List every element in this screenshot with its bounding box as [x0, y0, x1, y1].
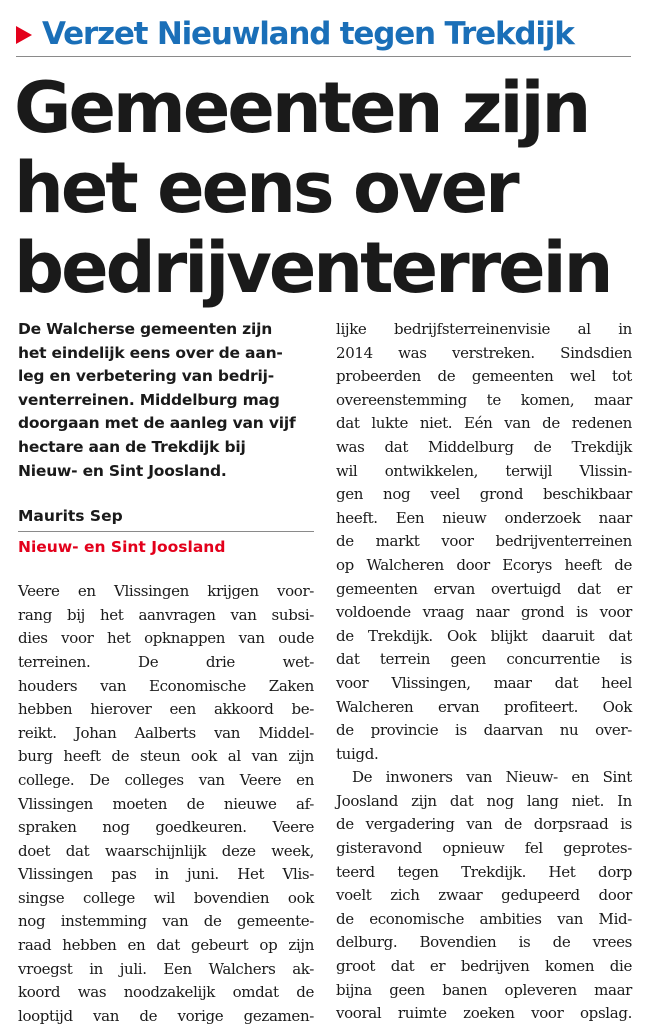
body-line: overeenstemming te komen, maar [336, 390, 632, 409]
intro-line: hectare aan de Trekdijk bij [18, 437, 246, 456]
body-line: koord was noodzakelijk omdat de [18, 983, 314, 1002]
body-line: voelt zich zwaar gedupeerd door [336, 886, 632, 905]
body-line: lijke bedrijfsterreinenvisie al in [336, 320, 632, 338]
body-line: rang bij het aanvragen van subsi- [18, 605, 314, 624]
headline-line: Gemeenten zijn [14, 67, 589, 149]
body-paragraph [18, 580, 314, 1028]
body-line: delburg. Bovendien is de vrees [336, 933, 632, 952]
body-line: teerd tegen Trekdijk. Het dorp [336, 862, 632, 881]
body-line: was dat Middelburg de Trekdijk [336, 437, 632, 456]
intro-line: doorgaan met de aanleg van vijf [18, 414, 296, 433]
body-line: 2014 was verstreken. Sindsdien [336, 343, 632, 362]
body-line: Vlissingen pas in juni. Het Vlis- [18, 865, 314, 884]
body-line: op Walcheren door Ecorys heeft de [336, 555, 632, 574]
body-line: vooral ruimte zoeken voor opslag. [336, 1004, 632, 1023]
body-line: burg heeft de steun ook al van zijn [18, 747, 314, 766]
body-line: nog instemming van de gemeente- [18, 912, 314, 931]
body-line: voor Vlissingen, maar dat heel [336, 673, 632, 692]
body-line: De inwoners van Nieuw- en Sint [352, 768, 632, 787]
body-line: terreinen. De drie wet- [18, 652, 314, 671]
body-line: voldoende vraag naar grond is voor [336, 603, 632, 622]
headline-line: bedrijventerrein [14, 227, 611, 309]
body-line: looptijd van de vorige gezamen- [18, 1006, 314, 1025]
body-line: doet dat waarschijnlijk deze week, [18, 841, 314, 860]
body-line: probeerden de gemeenten wel tot [336, 367, 632, 386]
body-line: Walcheren ervan profiteert. Ook [336, 697, 632, 716]
headline [14, 68, 634, 308]
body-line: de vergadering van de dorpsraad is [336, 815, 632, 834]
body-paragraph [336, 766, 632, 1026]
intro-line: het eindelijk eens over de aan- [18, 343, 283, 362]
intro-line: Nieuw- en Sint Joosland. [18, 461, 227, 480]
body-line: gen nog veel grond beschikbaar [336, 485, 632, 504]
body-line: de provincie is daarvan nu over- [336, 721, 632, 740]
body-line: Vlissingen moeten de nieuwe af- [18, 794, 314, 813]
body-line: tuigd. [336, 744, 379, 763]
intro-line: De Walcherse gemeenten zijn [18, 320, 273, 338]
arrow-icon [16, 26, 32, 44]
body-line: de economische ambities van Mid- [336, 909, 632, 928]
body-line: dat terrein geen concurrentie is [336, 650, 632, 669]
body-line: college. De colleges van Veere en [18, 770, 314, 789]
body-line: reikt. Johan Aalberts van Middel- [18, 723, 314, 742]
kicker-text: Verzet Nieuwland tegen Trekdijk [42, 16, 574, 52]
kicker-bar [16, 12, 631, 57]
body-line: singse college wil bovendien ook [18, 888, 314, 907]
dateline: Nieuw- en Sint Joosland [18, 538, 226, 557]
body-line: gisteravond opnieuw fel geprotes- [336, 839, 632, 858]
intro-line: venterreinen. Middelburg mag [18, 390, 280, 409]
column-left [18, 318, 314, 1028]
body-line: Joosland zijn dat nog lang niet. In [336, 791, 632, 810]
byline: Maurits Sep [18, 507, 314, 532]
headline-line: het eens over [14, 147, 517, 229]
body-line: spraken nog goedkeuren. Veere [18, 818, 314, 837]
body-line: de Trekdijk. Ook blijkt daaruit dat [336, 626, 632, 645]
body-line: raad hebben en dat gebeurt op zijn [18, 936, 314, 955]
body-line: Veere en Vlissingen krijgen voor- [18, 582, 314, 601]
column-right [336, 318, 632, 1026]
body-line: wil ontwikkelen, terwijl Vlissin- [336, 461, 632, 480]
body-line: dat lukte niet. Eén van de redenen [336, 414, 632, 433]
body-paragraph [336, 318, 632, 766]
body-line: bijna geen banen opleveren maar [336, 980, 632, 999]
body-line: dies voor het opknappen van oude [18, 629, 314, 648]
body-line: gemeenten ervan overtuigd dat er [336, 579, 632, 598]
body-line: heeft. Een nieuw onderzoek naar [336, 508, 632, 527]
body-line: hebben hierover een akkoord be- [18, 700, 314, 719]
body-line: de markt voor bedrijventerreinen [336, 532, 632, 551]
body-line: vroegst in juli. Een Walchers ak- [18, 959, 314, 978]
body-line: groot dat er bedrijven komen die [336, 957, 632, 976]
intro-paragraph [18, 318, 314, 483]
body-line: houders van Economische Zaken [18, 676, 314, 695]
intro-line: leg en verbetering van bedrij- [18, 367, 274, 386]
